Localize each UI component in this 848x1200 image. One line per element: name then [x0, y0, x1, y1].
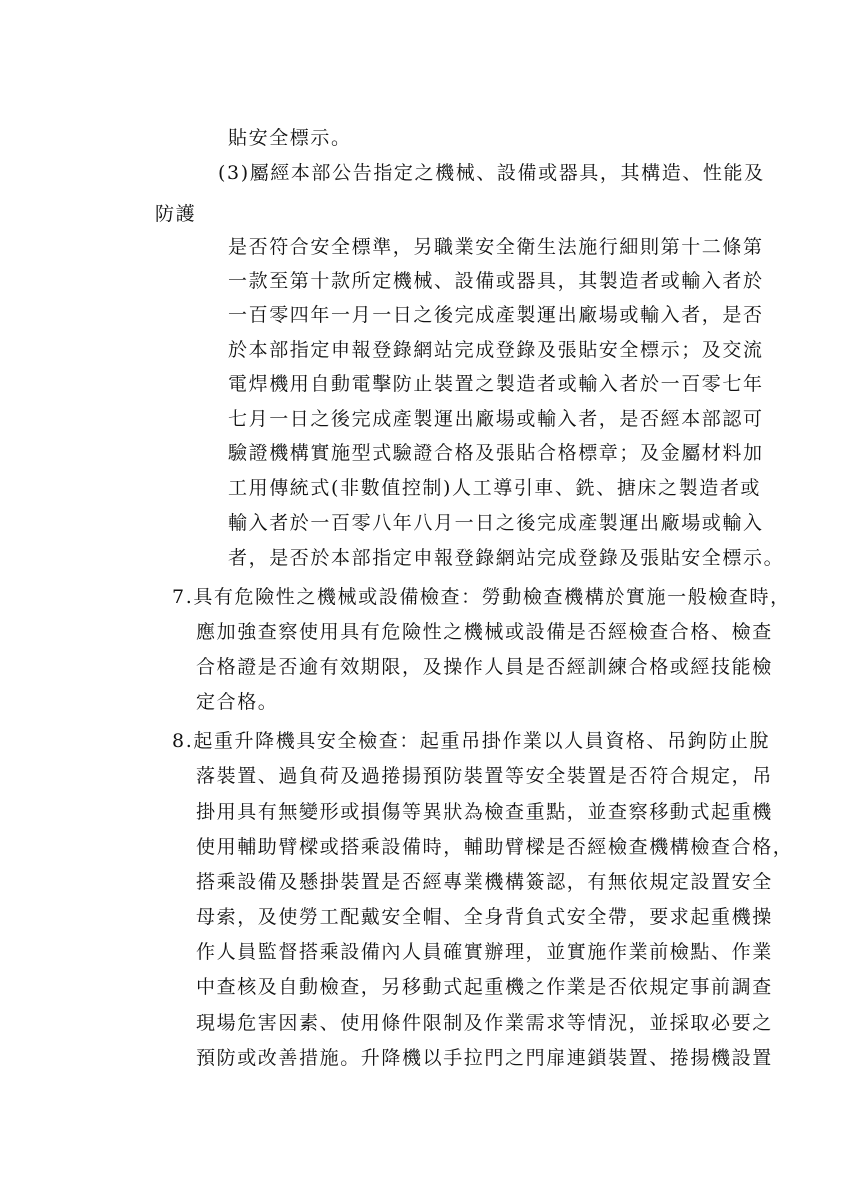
text-line: 8.起重升降機具安全檢查：起重吊掛作業以人員資格、吊鉤防止脫	[172, 730, 771, 752]
text-line: 七月一日之後完成產製運出廠場或輸入者，是否經本部認可	[228, 408, 764, 430]
text-line: 作人員監督搭乘設備內人員確實辦理，並實施作業前檢點、作業	[196, 941, 773, 963]
text-line: 輸入者於一百零八年八月一日之後完成產製運出廠場或輸入	[228, 512, 764, 534]
text-line: 電焊機用自動電擊防止裝置之製造者或輸入者於一百零七年	[228, 373, 764, 395]
text-line: 工用傳統式(非數值控制)人工導引車、銑、搪床之製造者或	[228, 477, 762, 499]
text-line: 搭乘設備及懸掛裝置是否經專業機構簽認，有無依規定設置安全	[196, 871, 773, 893]
text-line: 使用輔助臂樑或搭乘設備時，輔助臂樑是否經檢查機構檢查合格，	[196, 836, 794, 858]
text-line: 於本部指定申報登錄網站完成登錄及張貼安全標示；及交流	[228, 339, 764, 361]
text-line: 應加強查察使用具有危險性之機械或設備是否經檢查合格、檢查	[196, 621, 773, 643]
text-line: 中查核及自動檢查，另移動式起重機之作業是否依規定事前調查	[196, 976, 773, 998]
text-line: 者，是否於本部指定申報登錄網站完成登錄及張貼安全標示。	[228, 547, 785, 569]
text-line: 防護	[155, 203, 197, 225]
text-line: 7.具有危險性之機械或設備檢查：勞動檢查機構於實施一般檢查時，	[172, 586, 791, 608]
text-line: 貼安全標示。	[228, 127, 352, 149]
text-line: 驗證機構實施型式驗證合格及張貼合格標章；及金屬材料加	[228, 442, 764, 464]
text-line: 定合格。	[196, 691, 279, 713]
text-line: (3)屬經本部公告指定之機械、設備或器具，其構造、性能及	[218, 162, 765, 184]
text-line: 現場危害因素、使用條件限制及作業需求等情況，並採取必要之	[196, 1012, 773, 1034]
text-line: 一百零四年一月一日之後完成產製運出廠場或輸入者，是否	[228, 304, 764, 326]
text-line: 預防或改善措施。升降機以手拉門之門扉連鎖裝置、捲揚機設置	[196, 1047, 773, 1069]
text-line: 合格證是否逾有效期限，及操作人員是否經訓練合格或經技能檢	[196, 656, 773, 678]
text-line: 一款至第十款所定機械、設備或器具，其製造者或輸入者於	[228, 270, 764, 292]
text-line: 掛用具有無變形或損傷等異狀為檢查重點，並查察移動式起重機	[196, 801, 773, 823]
text-line: 落裝置、過負荷及過捲揚預防裝置等安全裝置是否符合規定，吊	[196, 765, 773, 787]
text-line: 是否符合安全標準，另職業安全衛生法施行細則第十二條第	[228, 236, 764, 258]
text-line: 母索，及使勞工配戴安全帽、全身背負式安全帶，要求起重機操	[196, 906, 773, 928]
